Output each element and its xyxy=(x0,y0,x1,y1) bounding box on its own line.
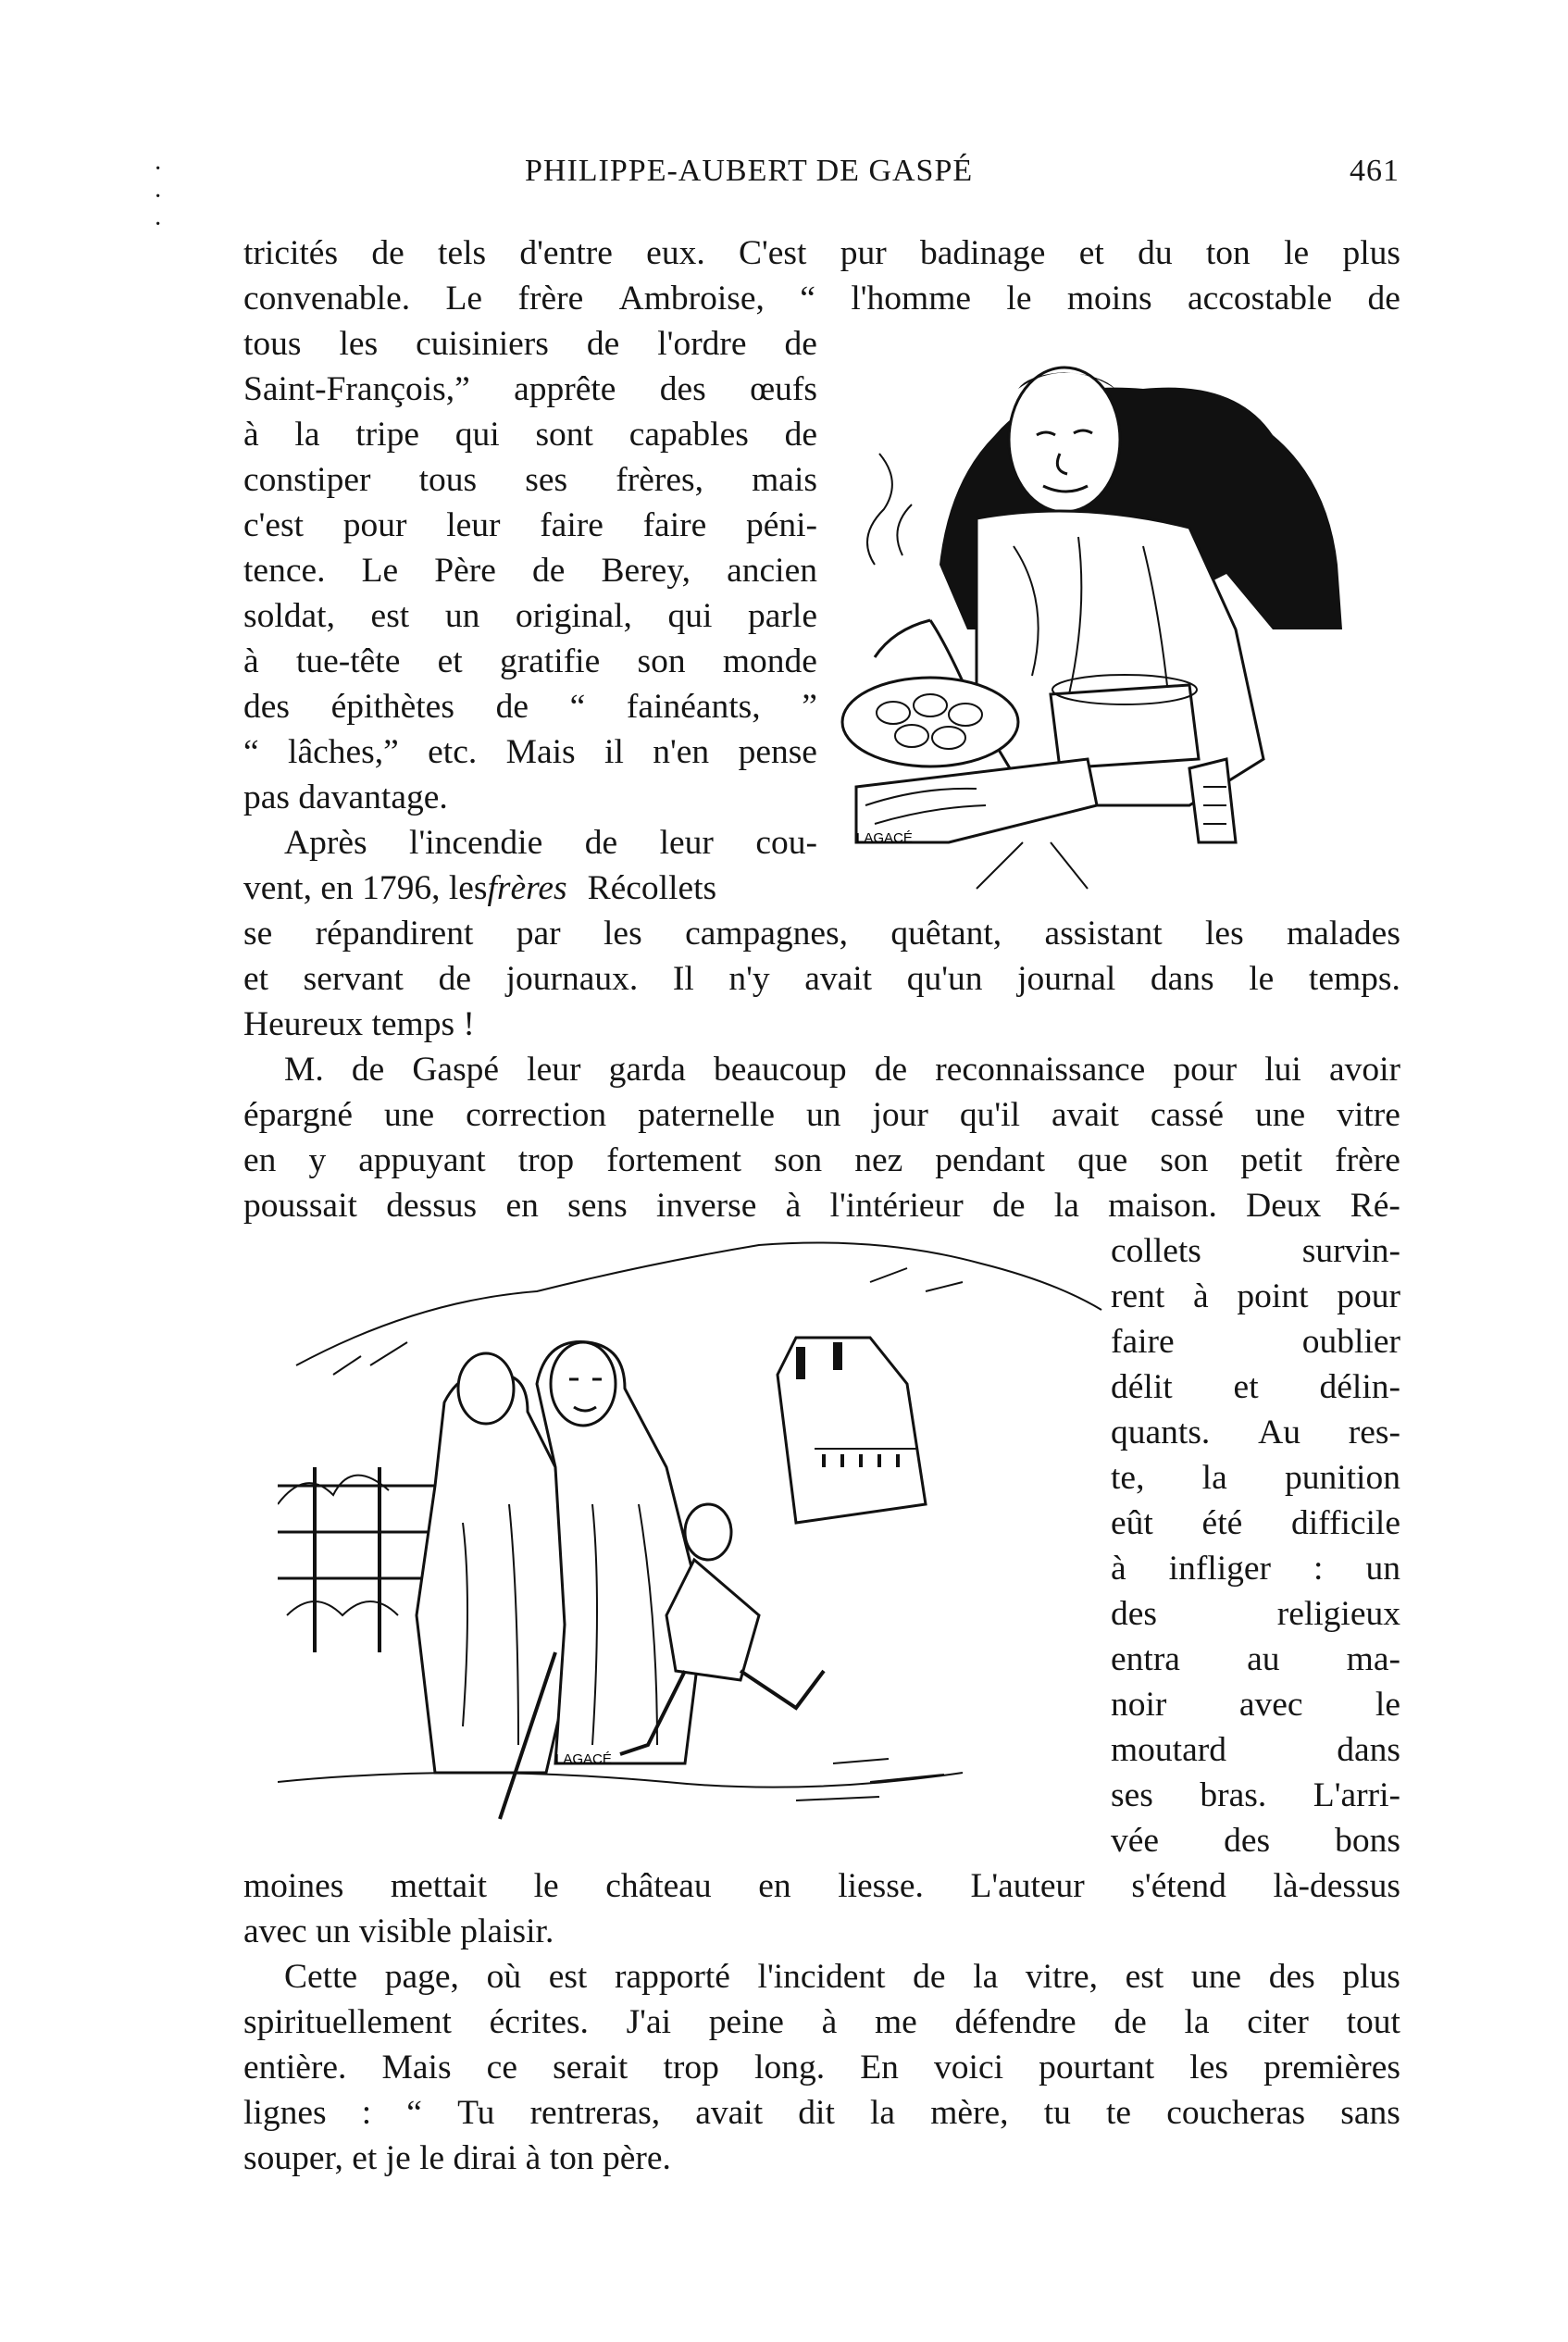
text-line: te, la punition xyxy=(1111,1459,1400,1497)
illustration-signature: LAGACÉ xyxy=(555,1751,612,1767)
text-line: c'est pour leur faire faire péni- xyxy=(243,506,817,544)
text-line: tricités de tels d'entre eux. C'est pur badinage et du ton le plus xyxy=(243,234,1400,272)
text-line: des religieux xyxy=(1111,1595,1400,1633)
text-line: poussait dessus en sens inverse à l'intérieur de la maison. Deux Ré- xyxy=(243,1187,1400,1225)
text-line: Heureux temps ! xyxy=(243,1005,475,1043)
text-line: épargné une correction paternelle un jour qu'il avait cassé une vitre xyxy=(243,1096,1400,1134)
text-line: rent à point pour xyxy=(1111,1277,1400,1315)
text-line: collets survin- xyxy=(1111,1232,1400,1270)
illustration-cook-friar xyxy=(838,324,1393,898)
text-line: délit et délin- xyxy=(1111,1368,1400,1406)
text-line: faire oublier xyxy=(1111,1323,1400,1361)
text-line: des épithètes de “ fainéants, ” xyxy=(243,688,817,726)
text-line: tous les cuisiniers de l'ordre de xyxy=(243,325,817,363)
text-line: avec un visible plaisir. xyxy=(243,1912,554,1950)
text-line: en y appuyant trop fortement son nez pendant que son petit frère xyxy=(243,1141,1400,1179)
text-line: constiper tous ses frères, mais xyxy=(243,461,817,499)
text-line: entière. Mais ce serait trop long. En voici pourtant les premières xyxy=(243,2049,1400,2087)
text-line: à tue-tête et gratifie son monde xyxy=(243,642,817,680)
text-line: ses bras. L'arri- xyxy=(1111,1776,1400,1814)
text-line: vent, en 1796, les frères Récollets xyxy=(243,866,817,911)
text-line: quants. Au res- xyxy=(1111,1414,1400,1451)
text-line: eût été difficile xyxy=(1111,1504,1400,1542)
text-line: tence. Le Père de Berey, ancien xyxy=(243,552,817,590)
text-line: Saint-François,” apprête des œufs xyxy=(243,370,817,408)
italic-word: frères xyxy=(487,869,567,907)
text-line: pas davantage. xyxy=(243,779,448,816)
page-number: 461 xyxy=(1350,154,1400,188)
text-line: “ lâches,” etc. Mais il n'en pense xyxy=(243,733,817,771)
illustration-signature: LAGACÉ xyxy=(856,830,913,846)
text-line: M. de Gaspé leur garda beaucoup de reconnaissance pour lui avoir xyxy=(284,1051,1400,1089)
illustration-friars-and-child xyxy=(278,1227,1106,1837)
text-line: à infliger : un xyxy=(1111,1550,1400,1588)
running-title: PHILIPPE-AUBERT DE GASPÉ xyxy=(525,154,974,188)
text-line: souper, et je le dirai à ton père. xyxy=(243,2139,671,2177)
text-line: moutard dans xyxy=(1111,1731,1400,1769)
text-line: se répandirent par les campagnes, quêtant, assistant les malades xyxy=(243,915,1400,953)
text-line: Cette page, où est rapporté l'incident de la vitre, est une des plus xyxy=(284,1958,1400,1996)
text-line: convenable. Le frère Ambroise, “ l'homme le moins accostable de xyxy=(243,280,1400,318)
running-header xyxy=(243,146,1400,202)
text-line: à la tripe qui sont capables de xyxy=(243,416,817,454)
margin-marks: · · · xyxy=(154,155,163,239)
text-line: noir avec le xyxy=(1111,1686,1400,1724)
text-line: lignes : “ Tu rentreras, avait dit la mère, tu te coucheras sans xyxy=(243,2094,1400,2132)
text-line: moines mettait le château en liesse. L'auteur s'étend là-dessus xyxy=(243,1867,1400,1905)
text-line: spirituellement écrites. J'ai peine à me défendre de la citer tout xyxy=(243,2003,1400,2041)
text-line: entra au ma- xyxy=(1111,1640,1400,1678)
text-line: vée des bons xyxy=(1111,1822,1400,1860)
text-line: soldat, est un original, qui parle xyxy=(243,597,817,635)
text-line: et servant de journaux. Il n'y avait qu'un journal dans le temps. xyxy=(243,960,1400,998)
text-line: Après l'incendie de leur cou- xyxy=(284,824,817,862)
